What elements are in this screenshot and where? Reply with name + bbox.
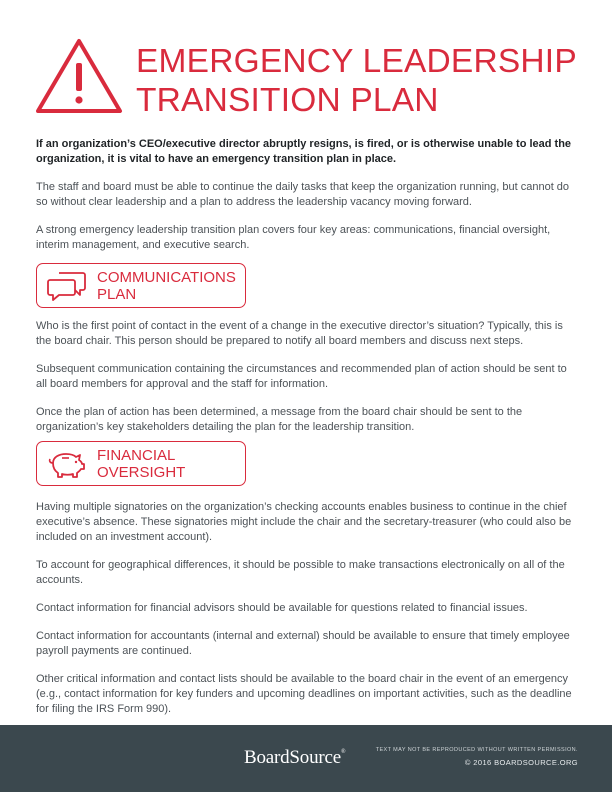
trademark: ® <box>341 749 346 755</box>
section-paragraph: Who is the first point of contact in the event of a change in the executive director’s situation? Typically, this is the board chair. This person should be prepared to notify all board members and discuss next steps. <box>36 320 563 347</box>
communications-plan-body <box>36 319 576 435</box>
piggy-bank-icon <box>47 448 87 480</box>
section-paragraph: Having multiple signatories on the organization’s checking accounts enables business to continue in the chief executive’s absence. These signatories might include the chair and the secretary-treasurer (who could also be included on an investment account). <box>36 501 572 543</box>
section-heading-line-1: COMMUNICATIONS <box>97 269 236 286</box>
section-paragraph: To account for geographical differences, it should be possible to make transactions electronically on all of the accounts. <box>36 559 565 586</box>
chat-bubbles-icon <box>47 270 87 302</box>
intro-paragraph: A strong emergency leadership transition plan covers four key areas: communications, financial oversight, interim management, and executive search. <box>36 224 551 251</box>
communications-plan-heading <box>36 263 246 308</box>
section-heading-line-2: OVERSIGHT <box>97 464 186 481</box>
brand-logo <box>244 747 345 769</box>
title-line-2: TRANSITION PLAN <box>136 82 439 119</box>
title-line-1: EMERGENCY LEADERSHIP <box>136 43 577 80</box>
section-heading-line-1: FINANCIAL <box>97 447 176 464</box>
financial-oversight-heading <box>36 441 246 486</box>
section-paragraph: Once the plan of action has been determined, a message from the board chair should be sent to the organization’s key stakeholders detailing the plan for the leadership transition. <box>36 406 523 433</box>
intro-bold-paragraph: If an organization’s CEO/executive director abruptly resigns, is fired, or is otherwise unable to lead the organization, it is vital to have an emergency transition plan in place. <box>36 138 572 165</box>
section-paragraph: Subsequent communication containing the circumstances and recommended plan of action should be sent to all board members for approval and the staff for information. <box>36 363 567 390</box>
page-title <box>136 42 577 120</box>
disclaimer: TEXT MAY NOT BE REPRODUCED WITHOUT WRITTEN PERMISSION. <box>375 747 578 753</box>
section-paragraph: Contact information for financial advisors should be available for questions related to financial issues. <box>36 602 528 614</box>
financial-oversight-body <box>36 500 576 717</box>
brand-name: BoardSource <box>244 747 341 768</box>
intro-block <box>36 137 576 253</box>
section-heading-line-2: PLAN <box>97 286 137 303</box>
copyright: © 2016 BOARDSOURCE.ORG <box>464 758 578 767</box>
footer <box>0 725 612 792</box>
warning-triangle-icon <box>34 37 124 115</box>
section-paragraph: Other critical information and contact lists should be available to the board chair in the event of an emergency (e.g., contact information for key funders and upcoming deadlines on important activities, such as the deadline for filing the IRS Form 990). <box>36 673 572 715</box>
section-paragraph: Contact information for accountants (internal and external) should be available to ensure that timely employee payroll payments are continued. <box>36 630 570 657</box>
intro-paragraph: The staff and board must be able to continue the daily tasks that keep the organization running, but cannot do so without clear leadership and a plan to address the leadership vacancy moving forward. <box>36 181 570 208</box>
